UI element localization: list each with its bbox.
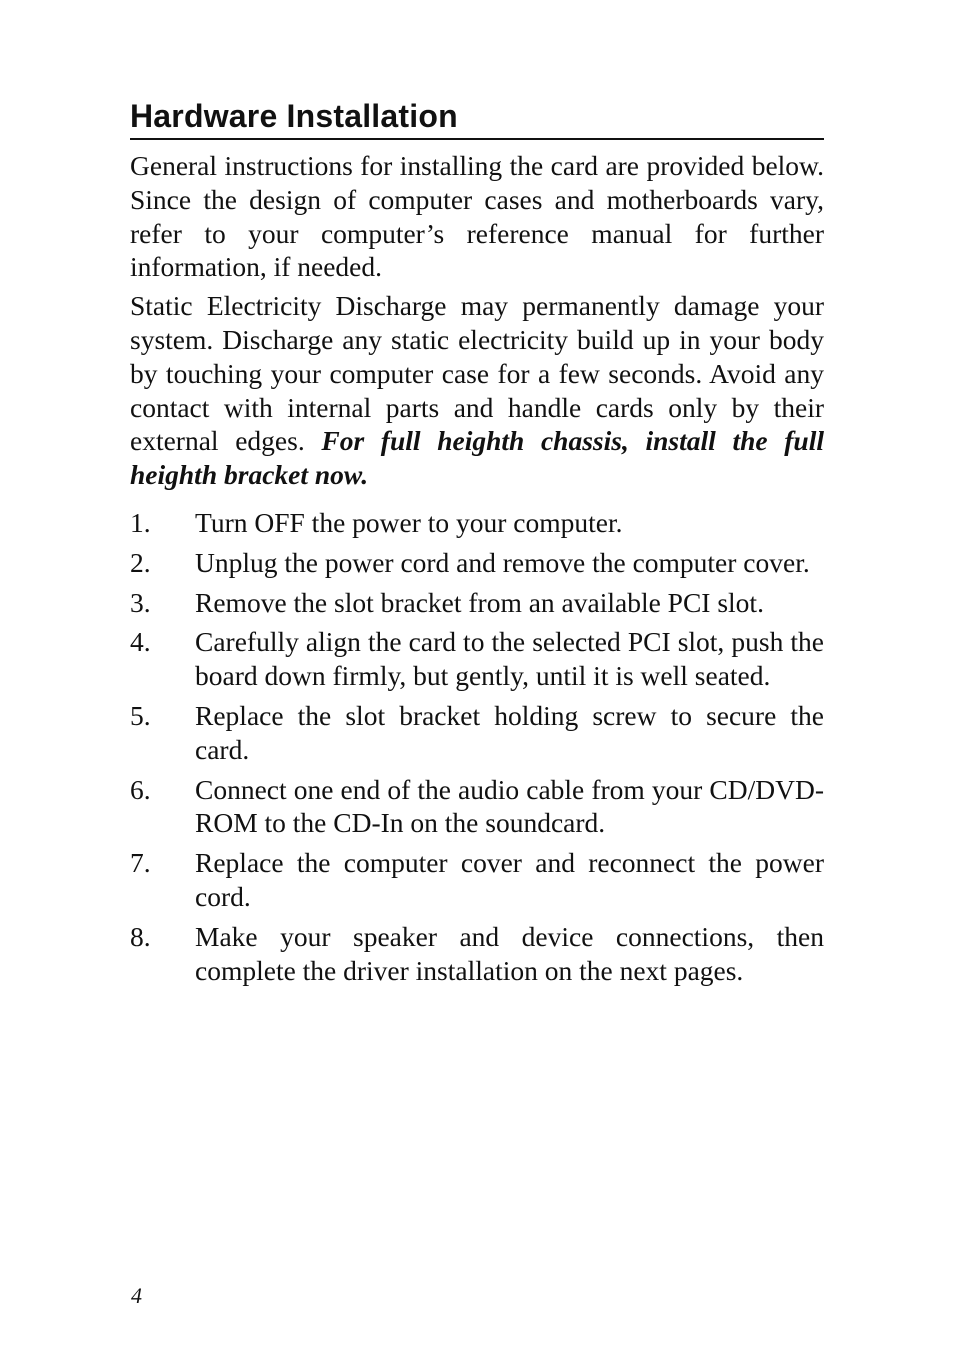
step-text: Replace the computer cover and reconnect the power cord.	[195, 847, 824, 912]
step-text: Carefully align the card to the selected PCI slot, push the board down firmly, but gently, until it is well seated.	[195, 626, 824, 692]
step-number: 4.	[130, 626, 151, 658]
step-number: 5.	[130, 699, 151, 731]
list-item	[130, 699, 824, 767]
step-number: 1.	[130, 506, 151, 538]
step-number: 8.	[130, 920, 151, 952]
list-item	[130, 920, 824, 988]
list-item	[130, 586, 824, 620]
step-text: Turn OFF the power to your computer.	[195, 506, 623, 538]
list-item	[130, 846, 824, 914]
step-text: Make your speaker and device connections, then complete the driver installation on the next pages.	[195, 920, 824, 986]
step-text: Remove the slot bracket from an available PCI slot.	[195, 586, 764, 618]
manual-page	[130, 96, 824, 993]
step-number: 2.	[130, 546, 151, 578]
step-number: 3.	[130, 586, 151, 618]
static-warning-paragraph	[130, 289, 824, 492]
bracket-note: For full heighth chassis, install the full heighth bracket now.	[130, 425, 824, 491]
list-item	[130, 506, 824, 540]
step-number: 6.	[130, 773, 151, 805]
step-text: Connect one end of the audio cable from your CD/DVD-ROM to the CD-In on the soundcard.	[195, 773, 824, 839]
list-item	[130, 773, 824, 841]
step-number: 7.	[130, 847, 151, 879]
page-number: 4	[131, 1283, 142, 1308]
static-warning-text: Static Electricity Discharge may permanently damage your system. Discharge any static electricity build up in your body by touching your computer case for a few seconds. Avoid any contact with internal parts and handle cards only by their external edges.	[130, 290, 824, 457]
section-heading: Hardware Installation	[130, 96, 824, 140]
list-item	[130, 546, 824, 580]
installation-steps	[130, 506, 824, 987]
step-text: Unplug the power cord and remove the computer cover.	[195, 546, 810, 578]
intro-paragraph: General instructions for installing the card are provided below. Since the design of computer cases and motherboards vary, refer to your computer’s reference manual for further information, if needed.	[130, 150, 824, 283]
list-item	[130, 625, 824, 693]
step-text: Replace the slot bracket holding screw to secure the card.	[195, 699, 824, 765]
